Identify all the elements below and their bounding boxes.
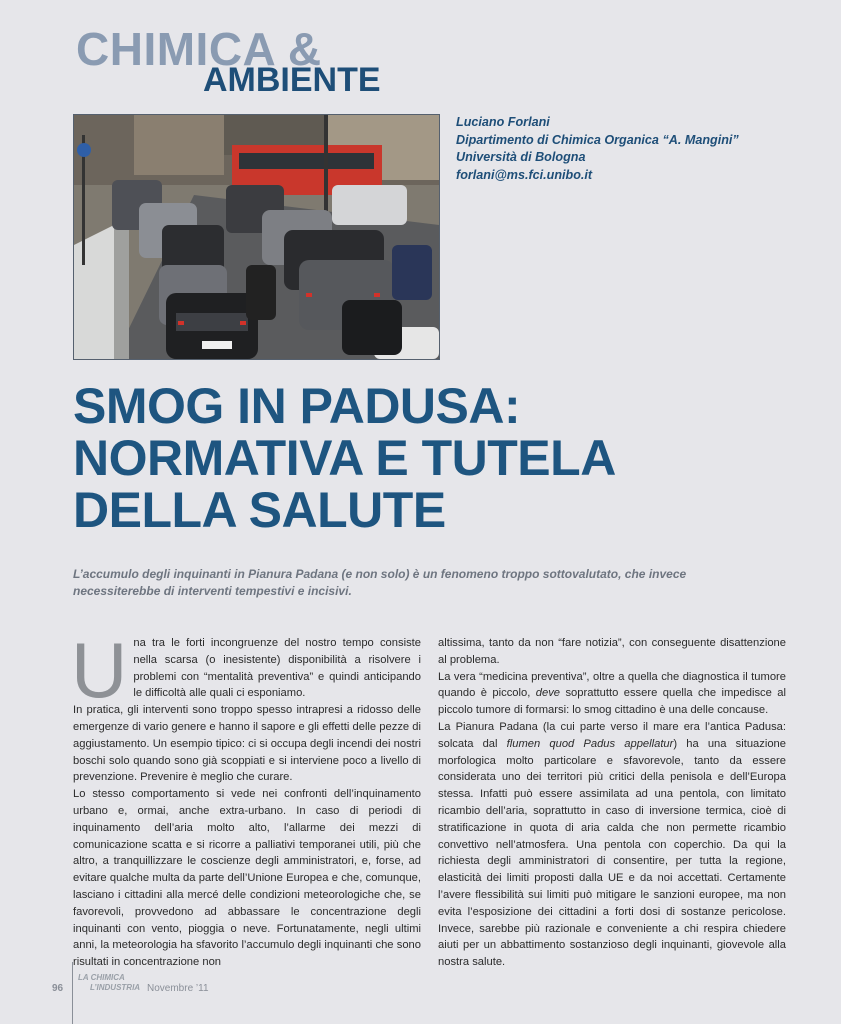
paragraph: In pratica, gli interventi sono troppo spesso intrapresi a ridosso delle emergenze di vario genere e hanno il sapore e gli effetti delle pezze di aggiustamento. Un esempio tipico: ci si occupa degli incendi dei nostri boschi solo quando sono già scoppiati e si interviene poco a livello di prevenzione. Prevenire è meglio che curare. xyxy=(73,704,421,784)
traffic-photo-icon xyxy=(74,115,439,359)
article-lead: L’accumulo degli inquinanti in Pianura Padana (e non solo) è un fenomeno troppo sottovalutato, che invece necessiterebbe di interventi tempestivi e incisivi. xyxy=(73,567,687,598)
paragraph xyxy=(438,719,786,971)
paragraph-text: La Pianura Padana (la cui parte verso il mare era l’antica Padusa: solcata dal xyxy=(438,720,786,750)
article-title xyxy=(73,380,616,536)
author-university: Università di Bologna xyxy=(456,150,586,164)
author-block xyxy=(456,114,739,184)
body-column-1 xyxy=(71,626,421,971)
paragraph-text: soprattutto essere quella che impedisce al piccolo tumore di formarsi: lo smog cittadino è una delle concause. xyxy=(438,687,786,717)
section-title-chimica: CHIMICA & xyxy=(76,23,322,75)
logo-line-2: L’INDUSTRIA xyxy=(90,983,141,992)
page-number: 96 xyxy=(52,983,64,994)
author-department: Dipartimento di Chimica Organica “A. Mangini” xyxy=(456,132,739,147)
emphasis-text: flumen quod Padus appellatur xyxy=(506,737,674,750)
magazine-logo xyxy=(78,973,140,993)
body-column-2 xyxy=(438,635,786,971)
title-line-2: NORMATIVA E TUTELA xyxy=(73,430,616,486)
title-line-1: SMOG IN PADUSA: xyxy=(73,378,521,434)
paragraph xyxy=(71,626,421,714)
emphasis-text: deve xyxy=(535,687,561,700)
drop-cap: U xyxy=(71,626,128,714)
traffic-photo xyxy=(73,114,440,360)
section-title-ambiente: AMBIENTE xyxy=(203,61,381,99)
issue-date: Novembre ’11 xyxy=(147,983,209,994)
paragraph-text: La vera “medicina preventiva”, oltre a quella che diagnostica il tumore quando è piccolo, xyxy=(438,670,786,700)
paragraph: Lo stesso comportamento si vede nei confronti dell’inquinamento urbano e, ormai, anche extra-urbano. In caso di periodi di inquinamento dell’aria molto alto, l’allarme dei mezzi di comunicazione scatta e si ricorre a palliativi temporanei utili, più che altro, a tranquillizzare le coscienze degli amministratori, e, forse, ad evitare qualche multa da parte dell’Unione Europea e che, comunque, lasciano i cittadini alla mercé delle condizioni meteorologiche che, se favorevoli, provvedono ad abbassare le concentrazione degli inquinanti con vento, pioggia o neve. Fortunatamente, negli ultimi anni, la meteorologia ha sfavorito l’accumulo degli inquinanti che sono risultati in concentrazione non xyxy=(73,788,421,969)
paragraph-text: na tra le forti incongruenze del nostro tempo consiste nella scarsa (o inesistente) disponibilità a risolvere i problemi con “mentalità preventiva” e quindi anticipando le difficoltà alle quali ci esponiamo. xyxy=(133,637,421,700)
paragraph: altissima, tanto da non “fare notizia”, con conseguente disattenzione al problema. xyxy=(438,637,786,666)
author-email[interactable]: forlani@ms.fci.unibo.it xyxy=(456,167,593,182)
title-line-3: DELLA SALUTE xyxy=(73,482,446,538)
paragraph-text: ) ha una situazione morfologica molto particolare e sfavorevole, tanto da essere considerata uno dei territori più critici della penisola e dell’Europa stessa. Infatti può essere assimilata ad una pentola, con limitato ricambio dell’aria, soprattutto in caso di inversione termica, cioè di stratificazione in quota di aria calda che non permette ricambio convettivo nell’atmosfera. Una pentola con coperchio. Da qui la richiesta degli amministratori di consentire, per tutta la regione, elasticità dei limiti proposti dalla UE e da noi accettati. Certamente l’avere flessibilità sui limiti può mitigare le sanzioni europee, ma non evita l’esposizione dei cittadini a forti dosi di sostanze pericolose. Invece, sarebbe più razionale e conveniente a chi respira chiedere aiuti per un abbattimento sostanzioso degli inquinanti, giovevole alla nostra salute. xyxy=(438,737,787,969)
paragraph xyxy=(438,669,786,719)
logo-line-1: LA CHIMICA xyxy=(78,973,125,982)
footer-divider xyxy=(72,962,73,1024)
author-name: Luciano Forlani xyxy=(456,115,550,129)
